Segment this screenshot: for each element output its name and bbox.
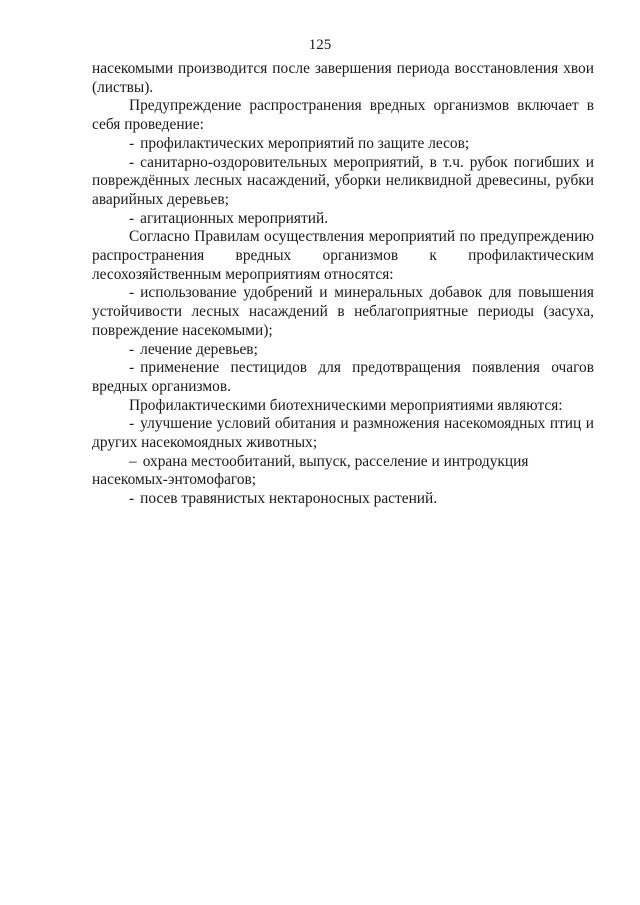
dash-marker: - bbox=[129, 209, 135, 227]
list-item bbox=[92, 284, 594, 340]
list-item bbox=[92, 359, 594, 396]
list-item-text: посев травянистых нектароносных растений. bbox=[140, 490, 438, 508]
list-item bbox=[92, 490, 594, 509]
paragraph-prevention-intro: Предупреждение распространения вредных организмов включает в себя проведение: bbox=[92, 97, 594, 134]
list-item-text: санитарно-оздоровительных мероприятий, в т.ч. рубок погибших и повреждённых лесных насаждений, уборки неликвидной древесины, рубки аварийных деревьев; bbox=[92, 153, 594, 208]
dash-marker: - bbox=[129, 359, 135, 377]
list-item bbox=[92, 135, 594, 154]
dash-marker: - bbox=[129, 415, 135, 433]
paragraph-rules-intro: Согласно Правилам осуществления мероприятий по предупреждению распространения вредных организмов к профилактическим лесохозяйственным мероприятиям относятся: bbox=[92, 228, 594, 283]
list-item-text: агитационных мероприятий. bbox=[140, 209, 329, 227]
dash-marker: - bbox=[129, 284, 135, 302]
list-item-text: охрана местообитаний, выпуск, расселение и интродукция насекомых-энтомофагов; bbox=[92, 452, 529, 489]
list-item bbox=[92, 341, 594, 360]
list-item-text: профилактических мероприятий по защите лесов; bbox=[140, 134, 470, 152]
list-item-text: применение пестицидов для предотвращения появления очагов вредных организмов. bbox=[92, 359, 594, 395]
paragraph-continuation: насекомыми производится после завершения периода восстановления хвои (листвы). bbox=[92, 60, 594, 96]
list-item-text: лечение деревьев; bbox=[140, 340, 258, 358]
list-item bbox=[92, 453, 594, 490]
dash-marker: - bbox=[129, 153, 135, 171]
dash-marker: - bbox=[129, 134, 135, 152]
paragraph-biotech-intro: Профилактическими биотехническими мероприятиями являются: bbox=[129, 396, 563, 414]
dash-marker: – bbox=[129, 452, 137, 470]
dash-marker: - bbox=[129, 340, 135, 358]
list-item-text: использование удобрений и минеральных добавок для повышения устойчивости лесных насаждений в неблагоприятные периоды (засуха, повреждение насекомыми); bbox=[92, 284, 594, 339]
list-item-text: улучшение условий обитания и размножения насекомоядных птиц и других насекомоядных животных; bbox=[92, 415, 594, 452]
document-body bbox=[92, 60, 594, 509]
list-item bbox=[92, 210, 594, 229]
list-item bbox=[92, 154, 594, 210]
page-number: 125 bbox=[308, 37, 332, 53]
list-item bbox=[92, 415, 594, 452]
dash-marker: - bbox=[129, 490, 135, 508]
